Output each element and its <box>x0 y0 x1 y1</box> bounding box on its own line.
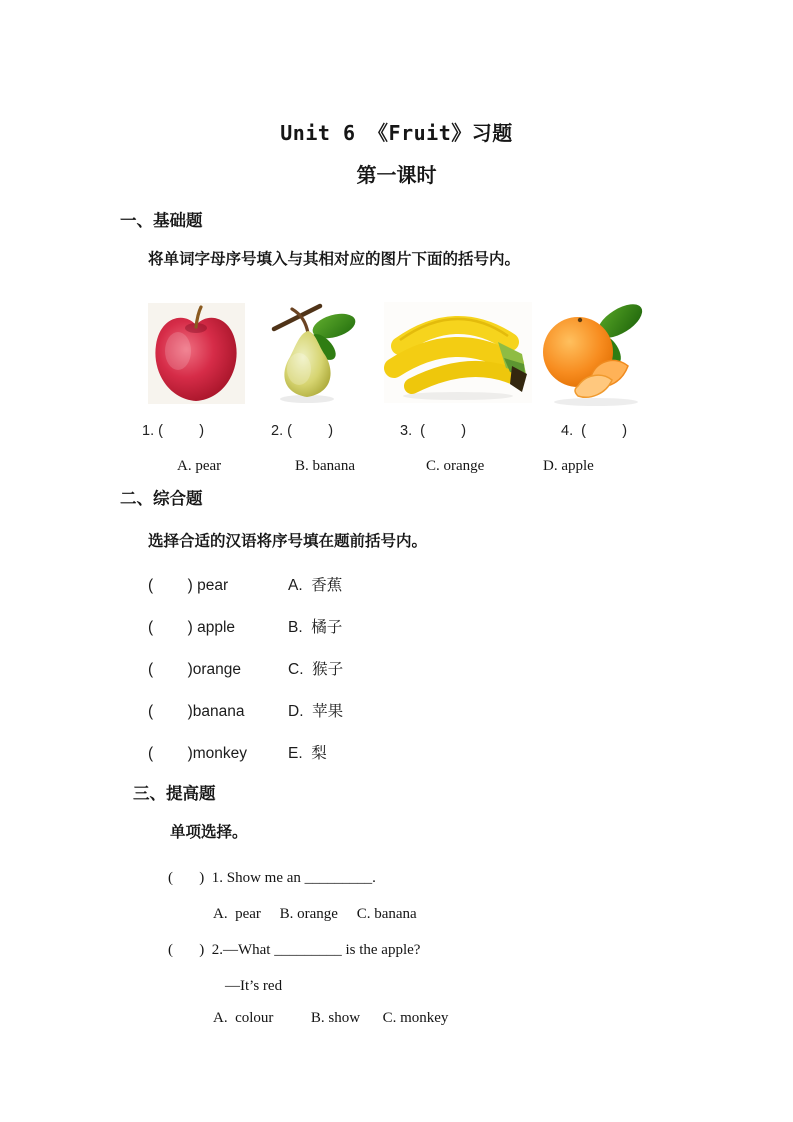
word-option-b: B. banana <box>295 458 355 474</box>
word-option-d: D. apple <box>543 458 594 474</box>
match-item-apple: ( ) apple <box>148 619 236 636</box>
question2-options: A. colour B. show C. monkey <box>213 1010 449 1026</box>
banana-bunch-image <box>384 302 532 403</box>
answer-blank-4: 4. ( ) <box>561 423 628 439</box>
answer-blank-1: 1. ( ) <box>142 423 205 439</box>
match-item-banana: ( )banana <box>148 703 245 720</box>
answer-blank-2: 2. ( ) <box>271 423 334 439</box>
match-item-pear: ( ) pear <box>148 577 229 594</box>
match-option-c: C. 猴子 <box>288 661 344 678</box>
match-option-d: D. 苹果 <box>288 703 344 720</box>
page-title: Unit 6 《Fruit》习题 <box>280 121 513 145</box>
question1-stem: ( ) 1. Show me an _________. <box>168 870 376 886</box>
match-option-e: E. 梨 <box>288 745 327 762</box>
match-item-orange: ( )orange <box>148 661 242 678</box>
red-apple-image <box>148 303 245 404</box>
section3-heading: 三、提高题 <box>133 785 216 803</box>
question2-answer-line: —It’s red <box>225 978 283 994</box>
word-option-a: A. pear <box>177 458 222 474</box>
match-option-a: A. 香蕉 <box>288 577 343 594</box>
answer-blank-3: 3. ( ) <box>400 423 467 439</box>
section3-instruction: 单项选择。 <box>170 824 248 841</box>
lesson-subtitle: 第一课时 <box>356 165 437 187</box>
word-option-c: C. orange <box>426 458 485 474</box>
question1-options: A. pear B. orange C. banana <box>213 906 417 922</box>
match-option-b: B. 橘子 <box>288 619 343 636</box>
section1-instruction: 将单词字母序号填入与其相对应的图片下面的括号内。 <box>148 251 521 268</box>
section2-instruction: 选择合适的汉语将序号填在题前括号内。 <box>148 533 428 550</box>
section1-heading: 一、基础题 <box>120 212 203 230</box>
section2-heading: 二、综合题 <box>120 490 203 508</box>
match-item-monkey: ( )monkey <box>148 745 248 762</box>
orange-with-segments-image <box>540 294 652 408</box>
green-pear-image <box>262 299 362 405</box>
question2-stem: ( ) 2.—What _________ is the apple? <box>168 942 421 958</box>
